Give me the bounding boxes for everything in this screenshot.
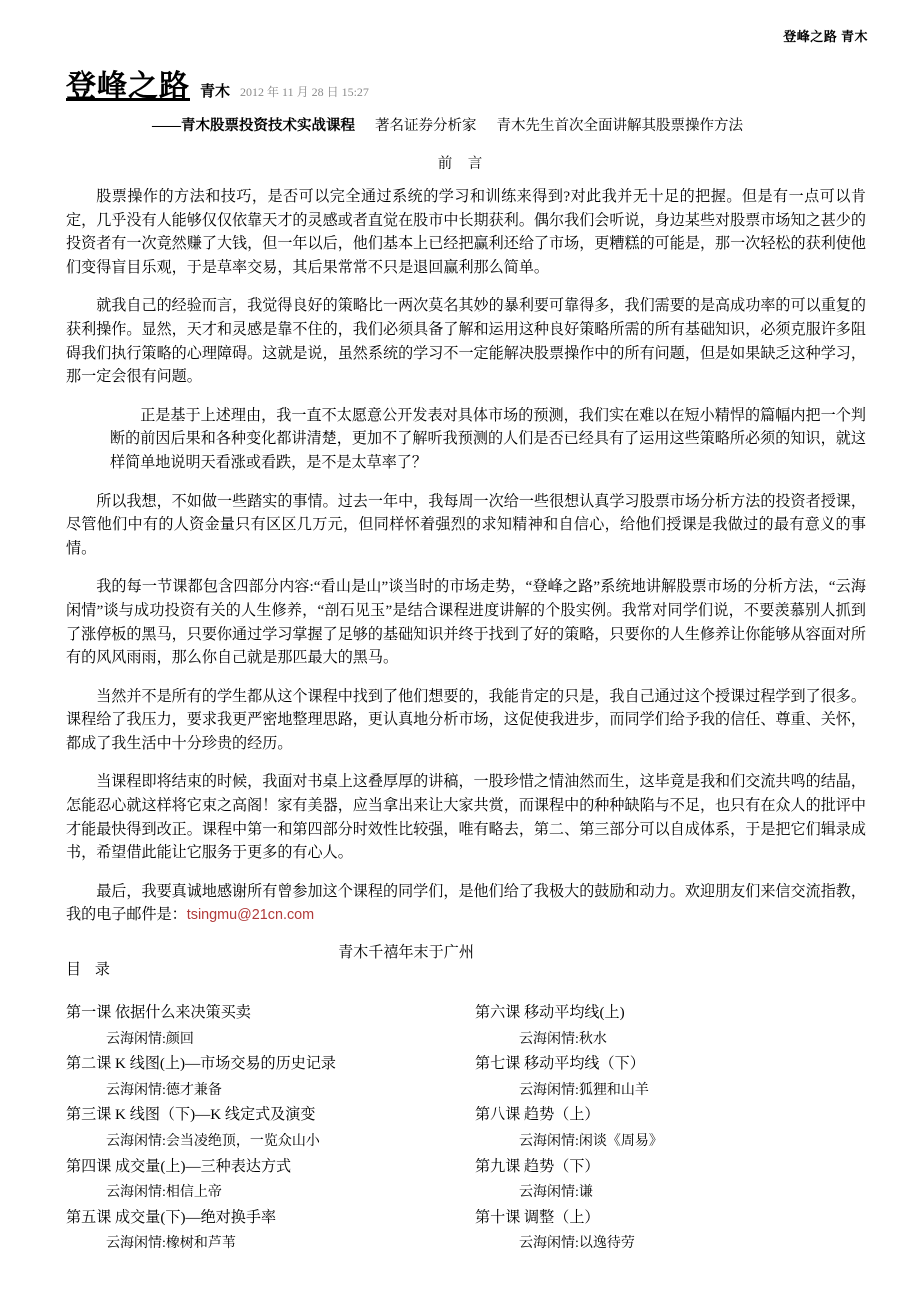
closing-text: 最后，我要真诚地感谢所有曾参加这个课程的同学们，是他们给了我极大的鼓励和动力。欢迎朋友们来信交流指教，我的电子邮件是：: [66, 883, 866, 924]
toc-entry[interactable]: [66, 1155, 467, 1206]
email-address[interactable]: tsingmu@21cn.com: [186, 907, 315, 924]
paragraph: 我的每一节课都包含四部分内容:“看山是山”谈当时的市场走势，“登峰之路”系统地讲解股票市场的分析方法，“云海闲情”谈与成功投资有关的人生修养，“剖石见玉”是结合课程进度讲解的个股实例。我常对同学们说，不要羡慕别人抓到了涨停板的黑马，只要你通过学习掌握了足够的基础知识并终于找到了好的策略，只要你的人生修养让你能够从容面对所有的风风雨雨，那么你自己就是那匹最大的黑马。: [66, 579, 866, 667]
toc-entry[interactable]: [66, 1001, 467, 1052]
page-title: 登峰之路: [66, 70, 190, 103]
publish-timestamp: 2012 年 11 月 28 日 15:27: [240, 85, 369, 99]
paragraph: 股票操作的方法和技巧，是否可以完全通过系统的学习和训练来得到?对此我并无十足的把握。但是有一点可以肯定，几乎没有人能够仅仅依靠天才的灵感或者直觉在股市中长期获利。偶尔我们会听说，身边某些对股票市场知之甚少的投资者有一次竟然赚了大钱，但一年以后，他们基本上已经把赢利还给了市场，更糟糕的可能是，那一次轻松的获利使他们变得盲目乐观，于是草率交易，其后果常常不只是退回赢利那么简单。: [66, 189, 866, 276]
paragraph: 就我自己的经验而言，我觉得良好的策略比一两次莫名其妙的暴利要可靠得多，我们需要的是高成功率的可以重复的获利操作。显然，天才和灵感是靠不住的，我们必须具备了解和运用这种良好策略所需的所有基础知识，必须克服许多阻碍我们执行策略的心理障碍。这就是说，虽然系统的学习不一定能解决股票操作中的所有问题，但是如果缺乏这种学习，那一定会很有问题。: [66, 298, 866, 386]
toc-lesson-subtitle: 云海闲情:谦: [519, 1185, 593, 1201]
paragraph-with-email: [66, 881, 866, 928]
toc-entry[interactable]: [475, 1206, 876, 1257]
signature-line: 青木千禧年末于广州: [338, 945, 474, 962]
toc-lesson-subtitle: 云海闲情:会当凌绝顶，一览众山小: [106, 1133, 320, 1149]
paragraph: 正是基于上述理由，我一直不太愿意公开发表对具体市场的预测，我们实在难以在短小精悍的篇幅内把一个判断的前因后果和各种变化都讲清楚，更加不了解听我预测的人们是否已经具有了运用这些策略所必须的知识，就这样简单地说明天看涨或看跌，是不是太草率了？: [110, 407, 866, 471]
toc-lesson-subtitle: 云海闲情:以逸待劳: [519, 1236, 635, 1252]
toc-entry[interactable]: [475, 1052, 876, 1103]
preface-body: [66, 186, 866, 966]
toc-lesson-title: 第十课 调整（上）: [475, 1209, 600, 1226]
toc-entry[interactable]: [66, 1052, 467, 1103]
toc-lesson-subtitle: 云海闲情:秋水: [519, 1031, 607, 1047]
toc-entry[interactable]: [66, 1103, 467, 1154]
toc-lesson-title: 第二课 K 线图(上)—市场交易的历史记录: [66, 1056, 337, 1073]
toc-entry[interactable]: [475, 1001, 876, 1052]
paragraph: 所以我想，不如做一些踏实的事情。过去一年中，我每周一次给一些很想认真学习股票市场分析方法的投资者授课，尽管他们中有的人资金量只有区区几万元，但同样怀着强烈的求知精神和自信心，给他们授课是我做过的最有意义的事情。: [66, 493, 866, 557]
toc-lesson-title: 第三课 K 线图（下)—K 线定式及演变: [66, 1107, 316, 1124]
toc-lesson-title: 第五课 成交量(下)—绝对换手率: [66, 1209, 277, 1226]
toc-lesson-subtitle: 云海闲情:相信上帝: [106, 1185, 222, 1201]
toc-lesson-title: 第一课 依据什么来决策买卖: [66, 1005, 251, 1021]
toc-lesson-title: 第七课 移动平均线（下）: [475, 1056, 645, 1073]
toc-lesson-subtitle: 云海闲情:橡树和芦苇: [106, 1236, 236, 1252]
subtitle-credential: 著名证券分析家: [375, 118, 477, 134]
toc-lesson-title: 第八课 趋势（上）: [475, 1107, 600, 1124]
running-header: 登峰之路 青木: [783, 29, 868, 44]
toc-entry[interactable]: [66, 1206, 467, 1257]
toc-lesson-subtitle: 云海闲情:狐狸和山羊: [519, 1082, 649, 1098]
subtitle-description: 青木先生首次全面讲解其股票操作方法: [496, 118, 743, 134]
paragraph: 当课程即将结束的时候，我面对书桌上这叠厚厚的讲稿，一股珍惜之情油然而生，这毕竟是我和们交流共鸣的结晶，怎能忍心就这样将它束之高阁！家有美器，应当拿出来让大家共赏，而课程中的种种缺陷与不足，也只有在众人的批评中才能最快得到改正。课程中第一和第四部分时效性比较强，唯有略去，第二、第三部分可以自成体系，于是把它们辑录成书，希望借此能让它服务于更多的有心人。: [66, 774, 866, 862]
author-name: 青木: [200, 84, 231, 100]
toc-lesson-title: 第六课 移动平均线(上): [475, 1005, 625, 1021]
toc-column-left: [66, 1001, 467, 1257]
subtitle-course: ——青木股票投资技术实战课程: [152, 118, 355, 134]
toc-lesson-subtitle: 云海闲情:德才兼备: [106, 1082, 222, 1098]
masthead: [66, 72, 868, 102]
toc-lesson-title: 第九课 趋势（下）: [475, 1158, 600, 1175]
subtitle-line: [152, 114, 868, 135]
preface-heading: 前 言: [437, 156, 489, 172]
paragraph: 当然并不是所有的学生都从这个课程中找到了他们想要的，我能肯定的只是，我自己通过这个授课过程学到了很多。课程给了我压力，要求我更严密地整理思路，更认真地分析市场，这促使我进步，而同学们给予我的信任、尊重、关怀，都成了我生活中十分珍贵的经历。: [66, 688, 866, 752]
table-of-contents: [66, 958, 876, 1257]
toc-lesson-subtitle: 云海闲情:颜回: [106, 1031, 194, 1047]
toc-entry[interactable]: [475, 1103, 876, 1154]
toc-lesson-subtitle: 云海闲情:闲谈《周易》: [519, 1133, 663, 1149]
toc-lesson-title: 第四课 成交量(上)—三种表达方式: [66, 1158, 292, 1175]
toc-column-right: [467, 1001, 876, 1257]
toc-heading: 目 录: [66, 962, 115, 978]
toc-entry[interactable]: [475, 1155, 876, 1206]
